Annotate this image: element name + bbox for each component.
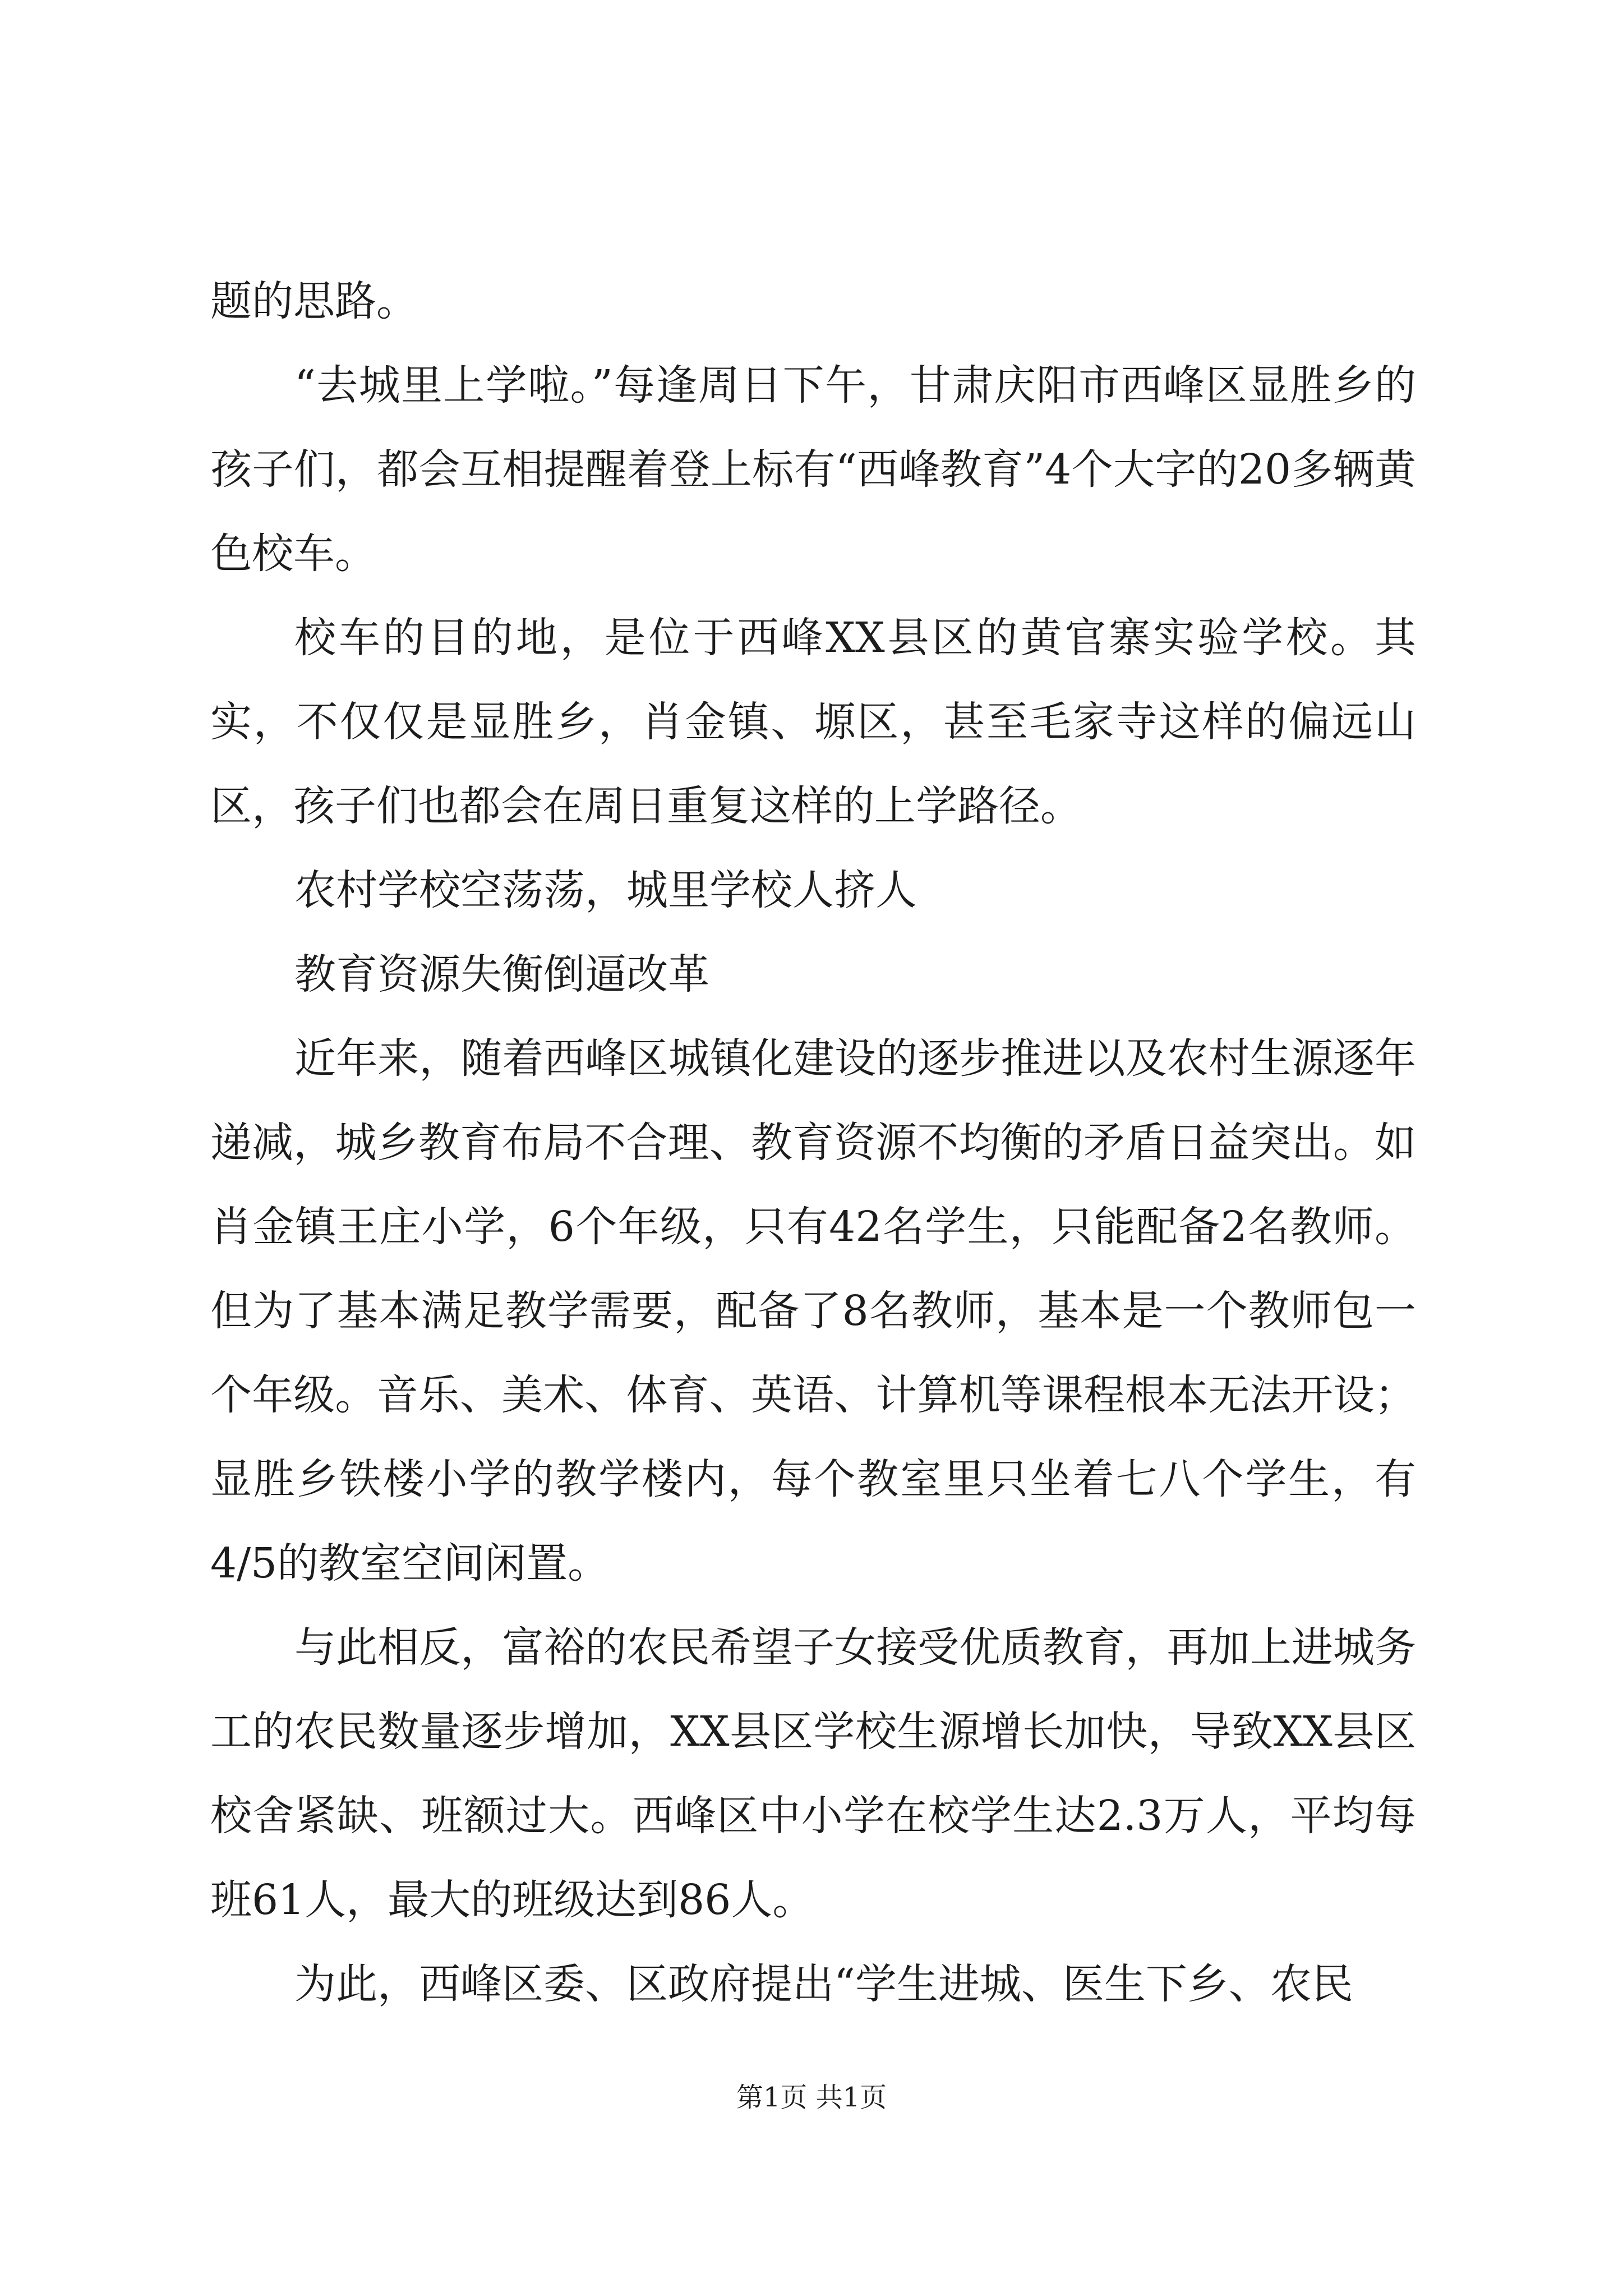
paragraph: 与此相反，富裕的农民希望子女接受优质教育，再加上进城务工的农民数量逐步增加，XX县区学校生源增长加快，导致XX县区校舍紧缺、班额过大。西峰区中小学在校学生达2.3万人，平均每班61人，最大的班级达到86人。 [210, 1623, 1416, 1924]
paragraph: “去城里上学啦。”每逢周日下午，甘肃庆阳市西峰区显胜乡的孩子们，都会互相提醒着登上标有“西峰教育”4个大字的20多辆黄色校车。 [210, 361, 1416, 578]
paragraph: 为此，西峰区委、区政府提出“学生进城、医生下乡、农民 [294, 1960, 1353, 2008]
paragraph-continuation: 题的思路。 [210, 277, 418, 325]
paragraph: 校车的目的地，是位于西峰XX县区的黄官寨实验学校。其实，不仅仅是显胜乡，肖金镇、塬区，甚至毛家寺这样的偏远山区，孩子们也都会在周日重复这样的上学路径。 [210, 614, 1416, 830]
document-body [210, 259, 1416, 2026]
section-subheading: 教育资源失衡倒逼改革 [294, 950, 709, 999]
paragraph: 近年来，随着西峰区城镇化建设的逐步推进以及农村生源逐年递减，城乡教育布局不合理、教育资源不均衡的矛盾日益突出。如肖金镇王庄小学，6个年级，只有42名学生，只能配备2名教师。但为了基本满足教学需要，配备了8名教师，基本是一个教师包一个年级。音乐、美术、体育、英语、计算机等课程根本无法开设；显胜乡铁楼小学的教学楼内，每个教室里只坐着七八个学生，有4/5的教室空间闲置。 [210, 1034, 1416, 1588]
section-heading: 农村学校空荡荡，城里学校人挤人 [294, 866, 917, 914]
page-footer: 第1页 共1页 [736, 2082, 887, 2113]
